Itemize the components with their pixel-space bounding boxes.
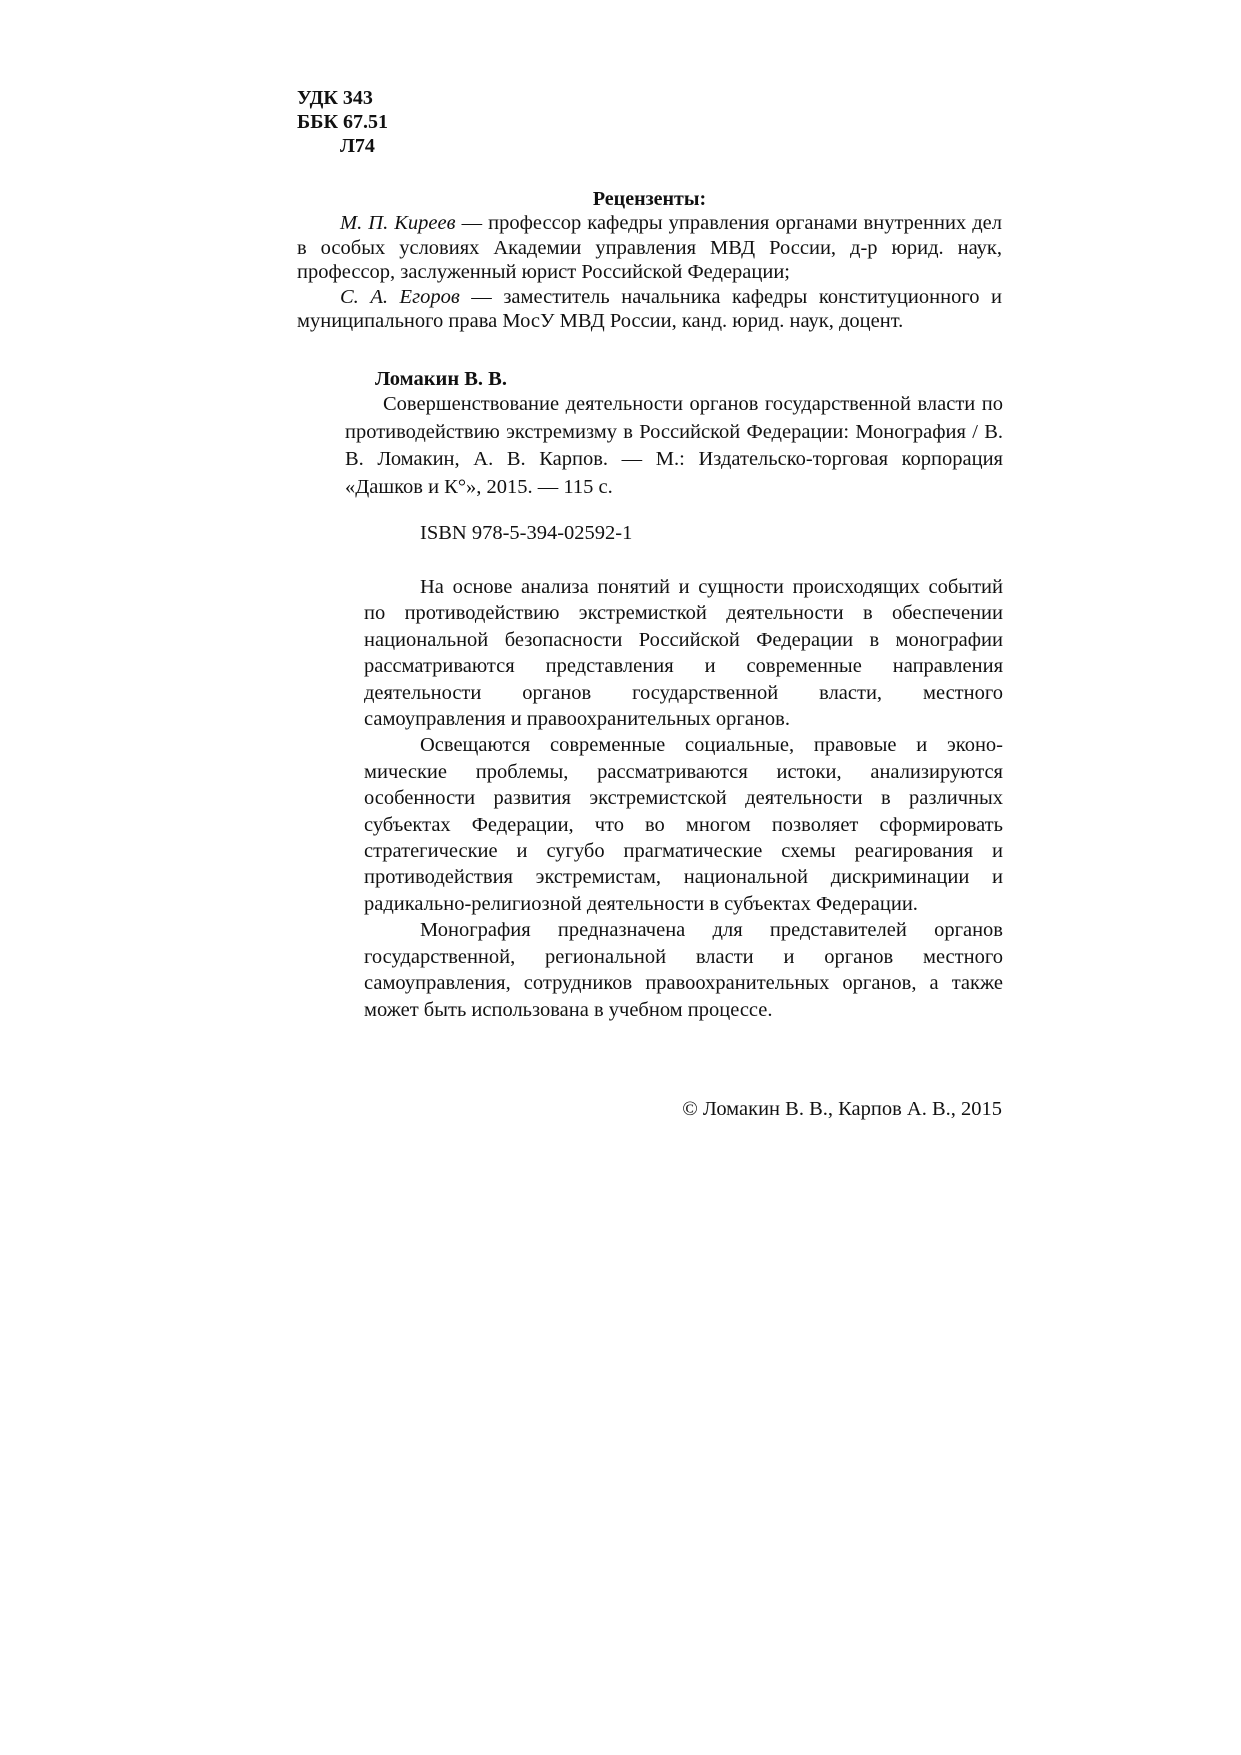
bbk-code: ББК 67.51 [297, 111, 388, 133]
reviewer-name: С. А. Егоров [340, 285, 460, 308]
book-author: Ломакин В. В. [375, 368, 507, 390]
bibliographic-description: Совершенствование деятельности органов государственной власти по противодействию экстремизму в Российской Федерации: Монография / В. В. Ломакин, А. В. Карпов. — М.: Издательско-торговая корпорация «Дашков и К°», 2015. — 115 с. [345, 393, 1003, 498]
reviewer-entry [297, 285, 1002, 334]
annotation-paragraph: Освещаются современные социальные, правовые и экономические проблемы, рассматриваются истоки, анализируются особенности развития экстремистской деятельности в различных субъектах Федерации, что во многом позволяет сформировать стратегические и сугубо прагматические схемы реагирования и противодействия экстремистам, национальной дискриминации и радикально-религиозной деятельности в субъектах Федерации. [364, 734, 1003, 915]
classification-codes [297, 86, 388, 158]
reviewers-heading: Рецензенты: [592, 188, 707, 210]
author-sign: Л74 [340, 135, 375, 157]
isbn: ISBN 978-5-394-02592-1 [420, 522, 633, 544]
udk-code: УДК 343 [297, 87, 373, 109]
annotation-paragraph: Монография предназначена для представителей органов государственной, региональной власти и органов местного самоуправления, сотрудников правоохранительных органов, а также может быть использована в учебном процессе. [364, 919, 1003, 1021]
reviewer-description: — заместитель начальника кафедры конституционного и муниципального права МосУ МВД России, канд. юрид. наук, доцент. [297, 285, 1002, 332]
reviewer-description: — профессор кафедры управления органами внутренних дел в особых условиях Академии управления МВД России, д-р юрид. наук, профессор, заслуженный юрист Российской Федерации; [297, 212, 1002, 283]
reviewer-name: М. П. Киреев [340, 212, 456, 234]
copyright-notice: © Ломакин В. В., Карпов А. В., 2015 [682, 1098, 1002, 1120]
annotation-paragraph: На основе анализа понятий и сущности происходящих событий по противодействию экстремисткой деятельности в обеспечении национальной безопасности Российской Федерации в монографии рассматриваются представления и современные направления деятельности органов государственной власти, местного самоуправления и правоохранительных органов. [364, 576, 1003, 731]
reviewers-list [297, 211, 1002, 334]
reviewer-entry [297, 211, 1002, 285]
annotation [364, 574, 1003, 1023]
